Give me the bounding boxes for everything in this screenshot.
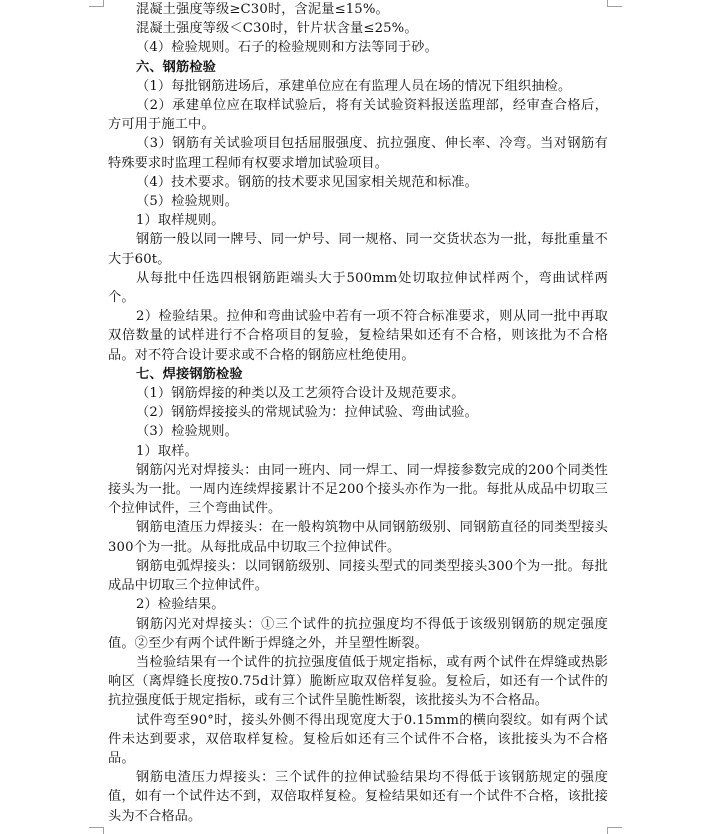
paragraph: （1）每批钢筋进场后，承建单位应在有监理人员在场的情况下组织抽检。 xyxy=(136,78,572,94)
paragraph: （2）钢筋焊接接头的常规试验为：拉伸试验、弯曲试验。 xyxy=(136,405,478,421)
paragraph: （2）承建单位应在取样试验后，将有关试验资料报送监理部，经审查合格后，方可用于施工中。 xyxy=(108,98,608,133)
paragraph: （4）技术要求。钢筋的技术要求见国家相关规范和标准。 xyxy=(136,174,478,190)
paragraph: 试件弯至90°时，接头外侧不得出现宽度大于0.15mm的横向裂纹。如有两个试件未达到要求，双倍取样复检。复检后如还有三个试件不合格，该批接头为不合格品。 xyxy=(108,712,608,766)
paragraph: 钢筋电渣压力焊接头：三个试件的拉伸试验结果均不得低于该钢筋规定的强度值，如有一个试件达不到，双倍取样复检。复检结果如还有一个试件不合格，该批接头为不合格品。 xyxy=(108,770,608,824)
paragraph: 1）取样。 xyxy=(136,443,198,459)
paragraph: 钢筋闪光对焊接头：由同一班内、同一焊工、同一焊接参数完成的200个同类性接头为一批。一周内连续焊接累计不足200个接头亦作为一批。每批从成品中切取三个拉伸试件，三个弯曲试件。 xyxy=(108,462,608,517)
paragraph: 混凝土强度等级≥C30时，含泥量≤15%。 xyxy=(136,2,389,17)
paragraph: （3）检验规则。 xyxy=(136,424,238,440)
document-page xyxy=(108,0,608,826)
page-corner-mark-top-right xyxy=(607,0,622,7)
paragraph: （1）钢筋焊接的种类以及工艺须符合设计及规范要求。 xyxy=(136,386,465,402)
paragraph: 钢筋闪光对焊接头：①三个试件的抗拉强度均不得低于该级别钢筋的规定强度值。②至少有两个试件断于焊缝之外，并呈塑性断裂。 xyxy=(108,616,608,651)
page-corner-mark-top-left xyxy=(89,0,104,7)
paragraph: 2）检验结果。拉伸和弯曲试验中若有一项不符合标准要求，则从同一批中再取双倍数量的试样进行不合格项目的复验，复检结果如还有不合格，则该批为不合格品。对不符合设计要求或不合格的钢筋应杜绝使用。 xyxy=(108,309,608,363)
section-heading: 七、焊接钢筋检验 xyxy=(136,366,243,382)
paragraph: （3）钢筋有关试验项目包括屈服强度、抗拉强度、伸长率、冷弯。当对钢筋有特殊要求时监理工程师有权要求增加试验项目。 xyxy=(108,136,608,171)
paragraph: 1）取样规则。 xyxy=(136,213,225,229)
paragraph: 钢筋电渣压力焊接头：在一般构筑物中从同钢筋级别、同钢筋直径的同类型接头300个为一批。从每批成品中切取三个拉伸试件。 xyxy=(108,520,608,555)
section-heading: 六、钢筋检验 xyxy=(136,59,217,75)
paragraph: 2）检验结果。 xyxy=(136,597,225,613)
paragraph: 钢筋电弧焊接头：以同钢筋级别、同接头型式的同类型接头300个为一批。每批成品中切取三个拉伸试件。 xyxy=(108,558,608,594)
paragraph: （4）检验规则。石子的检验规则和方法等同于砂。 xyxy=(136,40,438,56)
paragraph: 混凝土强度等级＜C30时，针片状含量≤25%。 xyxy=(136,21,418,37)
paragraph: 从每批中任选四根钢筋距端头大于500mm处切取拉伸试样两个，弯曲试样两个。 xyxy=(108,270,608,306)
paragraph: （5）检验规则。 xyxy=(136,194,238,210)
paragraph: 当检验结果有一个试件的抗拉强度值低于规定指标，或有两个试件在焊缝或热影响区（离焊缝长度按0.75d计算）脆断应取双倍样复验。复检后，如还有一个试件的抗拉强度低于规定指标，或有三个试件呈脆性断裂，该批接头为不合格品。 xyxy=(108,654,608,709)
paragraph: 钢筋一般以同一牌号、同一炉号、同一规格、同一交货状态为一批，每批重量不大于60t。 xyxy=(108,232,608,267)
